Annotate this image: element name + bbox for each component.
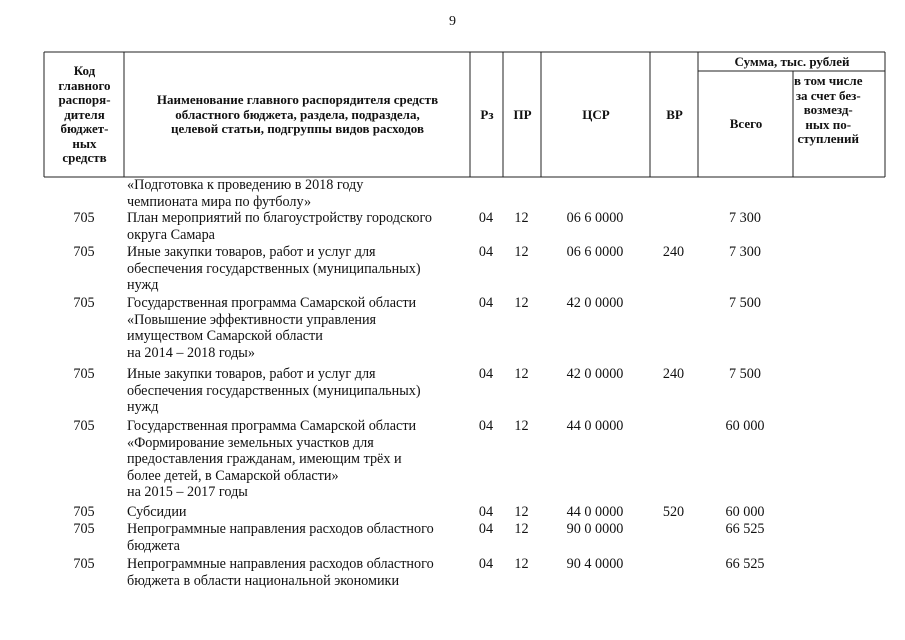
row-csr: 44 0 0000 [566,418,624,434]
row-name: Иные закупки товаров, работ и услуг для обеспечения государственных (муниципальных) нужд [127,244,421,294]
row-rz: 04 [478,244,494,260]
row-code: 705 [73,244,95,260]
row-rz: 04 [478,366,494,382]
row-code: 705 [73,504,95,520]
row-rz: 04 [478,210,494,226]
header-sum: Сумма, тыс. рублей [734,53,850,69]
header-rz: Рз [480,106,494,122]
row-code: 705 [73,521,95,537]
row-name: Субсидии [127,504,187,520]
row-pr: 12 [514,295,529,311]
row-total: 60 000 [725,418,765,434]
row-rz: 04 [478,418,494,434]
row-code: 705 [73,366,95,382]
row-rz: 04 [478,504,494,520]
row-pr: 12 [514,366,529,382]
row-name: Государственная программа Самарской области «Формирование земельных участков для предоставления гражданам, имеющим трёх и более детей, в Самарской области» на 2015 – 2017 годы [127,418,417,501]
row-name: Непрограммные направления расходов областного бюджета [127,521,434,554]
row-csr: 42 0 0000 [566,295,624,311]
row-csr: 90 0 0000 [566,521,624,537]
row-pr: 12 [514,521,529,537]
row-vr: 240 [662,244,685,260]
row-code: 705 [73,210,95,226]
row-total: 66 525 [725,521,765,537]
header-pr: ПР [513,106,532,122]
header-csr: ЦСР [582,106,610,122]
header-total: Всего [729,116,763,132]
row-csr: 44 0 0000 [566,504,624,520]
row-csr: 06 6 0000 [566,244,624,260]
header-name: Наименование главного распорядителя средств областного бюджета, раздела, подраздела, целевой статьи, подгруппы видов расходов [156,92,439,137]
row-csr: 06 6 0000 [566,210,624,226]
row-code: 705 [73,556,95,572]
row-name: План мероприятий по благоустройству городского округа Самара [127,210,433,243]
row-csr: 90 4 0000 [566,556,624,572]
row-name: Непрограммные направления расходов областного бюджета в области национальной экономики [127,556,434,589]
row-name: Государственная программа Самарской области «Повышение эффективности управления имуществом Самарской области на 2014 – 2018 годы» [127,295,417,361]
row-vr: 520 [662,504,685,520]
row-code: 705 [73,295,95,311]
row-total: 7 300 [729,244,761,260]
row-pr: 12 [514,210,529,226]
row-code: 705 [73,418,95,434]
header-bez: в том числе за счет без- возмезд- ных по- ступлений [794,73,863,146]
row-vr: 240 [662,366,685,382]
row-total: 60 000 [725,504,765,520]
header-code: Код главного распоря- дителя бюджет- ных средств [58,63,111,166]
row-rz: 04 [478,295,494,311]
page-number: 9 [449,14,456,29]
row-pr: 12 [514,418,529,434]
header-vr: ВР [666,106,683,122]
row-total: 7 500 [729,295,761,311]
row-pr: 12 [514,244,529,260]
row-pr: 12 [514,556,529,572]
row-pr: 12 [514,504,529,520]
row-total: 66 525 [725,556,765,572]
row-name: «Подготовка к проведению в 2018 году чемпионата мира по футболу» [127,177,364,210]
row-total: 7 500 [729,366,761,382]
row-total: 7 300 [729,210,761,226]
row-name: Иные закупки товаров, работ и услуг для обеспечения государственных (муниципальных) нужд [127,366,421,416]
row-rz: 04 [478,521,494,537]
row-csr: 42 0 0000 [566,366,624,382]
row-rz: 04 [478,556,494,572]
